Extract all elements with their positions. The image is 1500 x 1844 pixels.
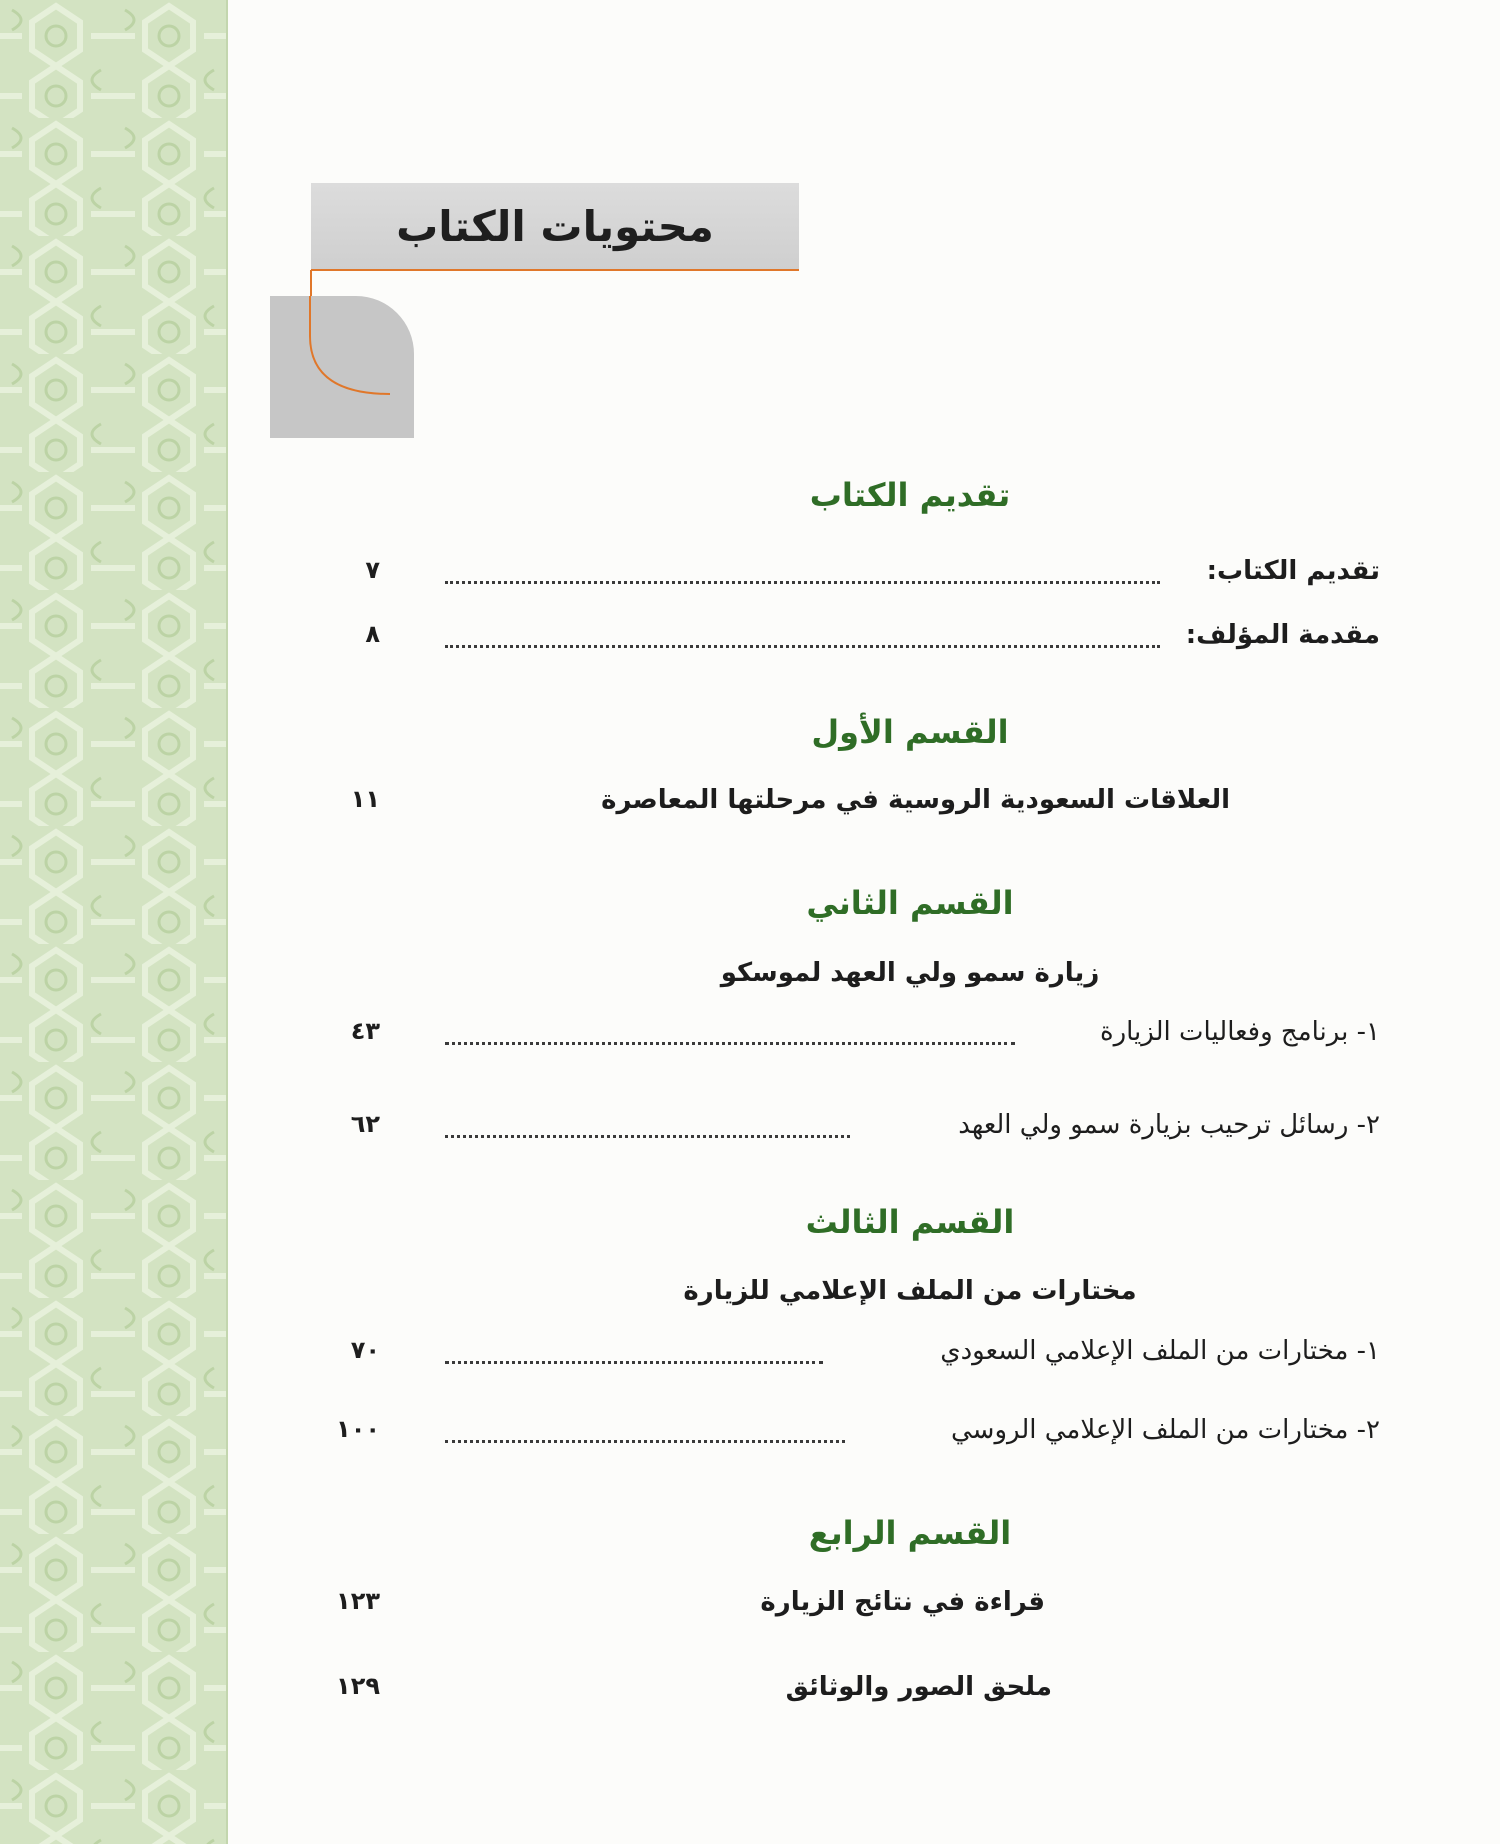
toc-entry[interactable] xyxy=(336,1672,1380,1712)
page-title: محتويات الكتاب xyxy=(396,201,714,251)
toc-entry[interactable] xyxy=(340,1110,1380,1150)
toc-entry[interactable] xyxy=(340,556,1380,596)
section-heading: القسم الرابع xyxy=(808,1514,1012,1552)
toc-entry[interactable] xyxy=(336,1415,1380,1455)
section-heading: القسم الثاني xyxy=(806,884,1014,922)
page-number: ١٢٣ xyxy=(336,1587,380,1615)
page-number: ٨ xyxy=(365,620,380,648)
page-number: ٦٢ xyxy=(350,1110,380,1138)
entry-label: قراءة في نتائج الزيارة xyxy=(760,1587,1045,1617)
section-heading: تقديم الكتاب xyxy=(809,476,1011,514)
orange-curve-icon xyxy=(270,296,414,438)
section-subtitle: زيارة سمو ولي العهد لموسكو xyxy=(720,958,1100,988)
section-heading: القسم الثالث xyxy=(805,1203,1015,1241)
leader-dots xyxy=(445,1042,1015,1045)
toc-entry[interactable] xyxy=(340,1017,1380,1057)
page-number: ١١ xyxy=(350,785,380,813)
page-number: ٤٣ xyxy=(350,1017,380,1045)
entry-label: ٢- رسائل ترحيب بزيارة سمو ولي العهد xyxy=(958,1110,1380,1140)
entry-label: تقديم الكتاب: xyxy=(1206,556,1380,586)
page-number: ٧ xyxy=(365,556,380,584)
page-number: ١٢٩ xyxy=(336,1672,380,1700)
leader-dots xyxy=(445,1440,845,1443)
entry-label: ١- مختارات من الملف الإعلامي السعودي xyxy=(940,1336,1380,1366)
section-subtitle: مختارات من الملف الإعلامي للزيارة xyxy=(683,1276,1137,1306)
decorative-side-band xyxy=(0,0,228,1844)
entry-label: مقدمة المؤلف: xyxy=(1185,620,1380,650)
page-number: ١٠٠ xyxy=(336,1415,380,1443)
leader-dots xyxy=(445,645,1160,648)
section-heading: القسم الأول xyxy=(811,713,1009,751)
entry-label: ١- برنامج وفعاليات الزيارة xyxy=(1099,1017,1380,1047)
toc-entry[interactable] xyxy=(340,1336,1380,1376)
title-banner xyxy=(311,183,799,271)
entry-label: العلاقات السعودية الروسية في مرحلتها المعاصرة xyxy=(601,785,1230,815)
leader-dots xyxy=(445,1361,823,1364)
page-number: ٧٠ xyxy=(350,1336,380,1364)
arabesque-pattern-icon xyxy=(0,0,226,1844)
toc-entry[interactable] xyxy=(336,1587,1380,1627)
leader-dots xyxy=(445,1135,850,1138)
toc-entry[interactable] xyxy=(340,785,1380,825)
leader-dots xyxy=(445,581,1160,584)
entry-label: ٢- مختارات من الملف الإعلامي الروسي xyxy=(950,1415,1380,1445)
toc-entry[interactable] xyxy=(340,620,1380,660)
decorative-tab xyxy=(270,296,414,438)
entry-label: ملحق الصور والوثائق xyxy=(785,1672,1052,1702)
